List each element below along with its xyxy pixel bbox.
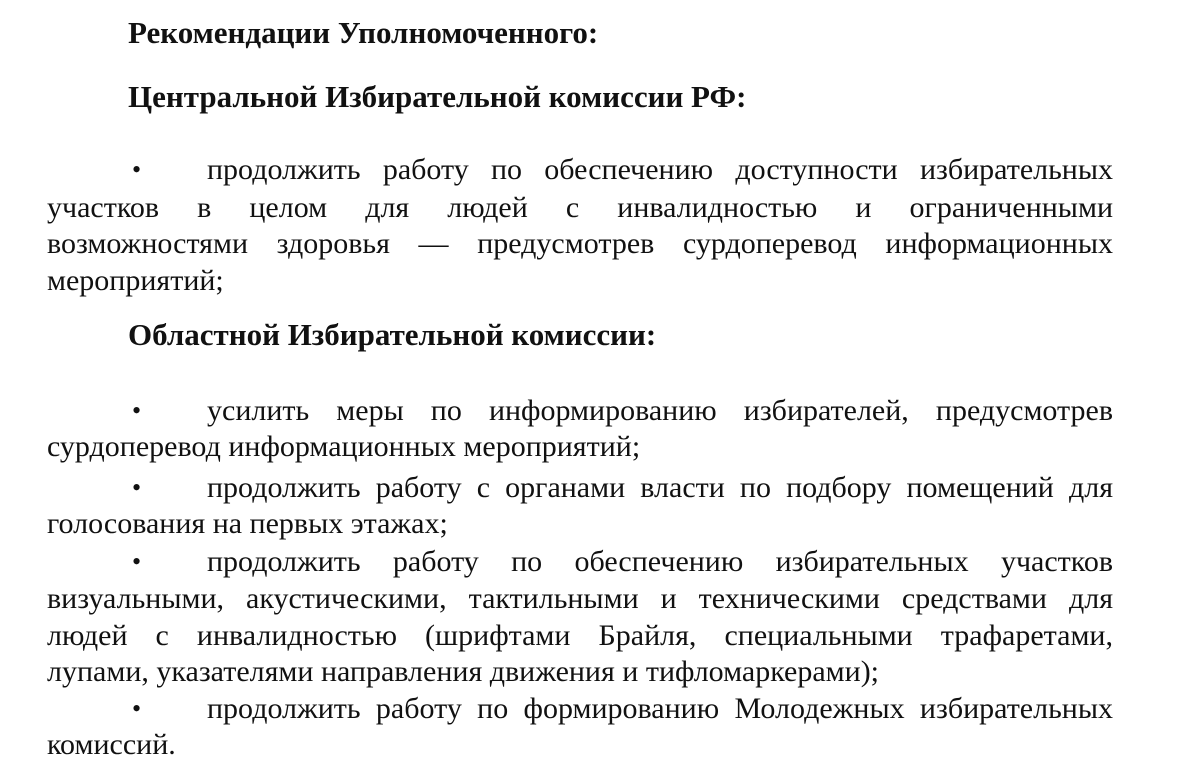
text-line: комиссий. bbox=[47, 728, 176, 761]
text-line: мероприятий; bbox=[47, 264, 224, 297]
text-line: продолжить работу по обеспечению избирательных участков bbox=[207, 545, 1113, 578]
text-line: продолжить работу по обеспечению доступности избирательных bbox=[207, 153, 1113, 186]
bullet-icon: • bbox=[132, 694, 142, 723]
text-line: лупами, указателями направления движения и тифломаркерами); bbox=[47, 655, 880, 688]
bullet-icon: • bbox=[132, 155, 142, 184]
text-line: усилить меры по информированию избирателей, предусмотрев bbox=[207, 394, 1113, 427]
bullet-icon: • bbox=[132, 473, 142, 502]
bullet-icon: • bbox=[132, 547, 142, 576]
heading-recommendations: Рекомендации Уполномоченного: bbox=[128, 15, 599, 50]
text-line: голосования на первых этажах; bbox=[47, 507, 448, 540]
text-line: людей с инвалидностью (шрифтами Брайля, специальными трафаретами, bbox=[47, 619, 1113, 652]
bullet-icon: • bbox=[132, 396, 142, 425]
text-line: продолжить работу с органами власти по подбору помещений для bbox=[207, 471, 1113, 504]
heading-regional: Областной Избирательной комиссии: bbox=[128, 317, 657, 352]
text-line: возможностями здоровья — предусмотрев сурдоперевод информационных bbox=[47, 227, 1113, 260]
text-line: визуальными, акустическими, тактильными и техническими средствами для bbox=[47, 582, 1113, 615]
text-line: участков в целом для людей с инвалидностью и ограниченными bbox=[47, 191, 1113, 224]
heading-cec: Центральной Избирательной комиссии РФ: bbox=[128, 79, 747, 114]
text-line: сурдоперевод информационных мероприятий; bbox=[47, 430, 641, 463]
text-line: продолжить работу по формированию Молодежных избирательных bbox=[207, 692, 1113, 725]
